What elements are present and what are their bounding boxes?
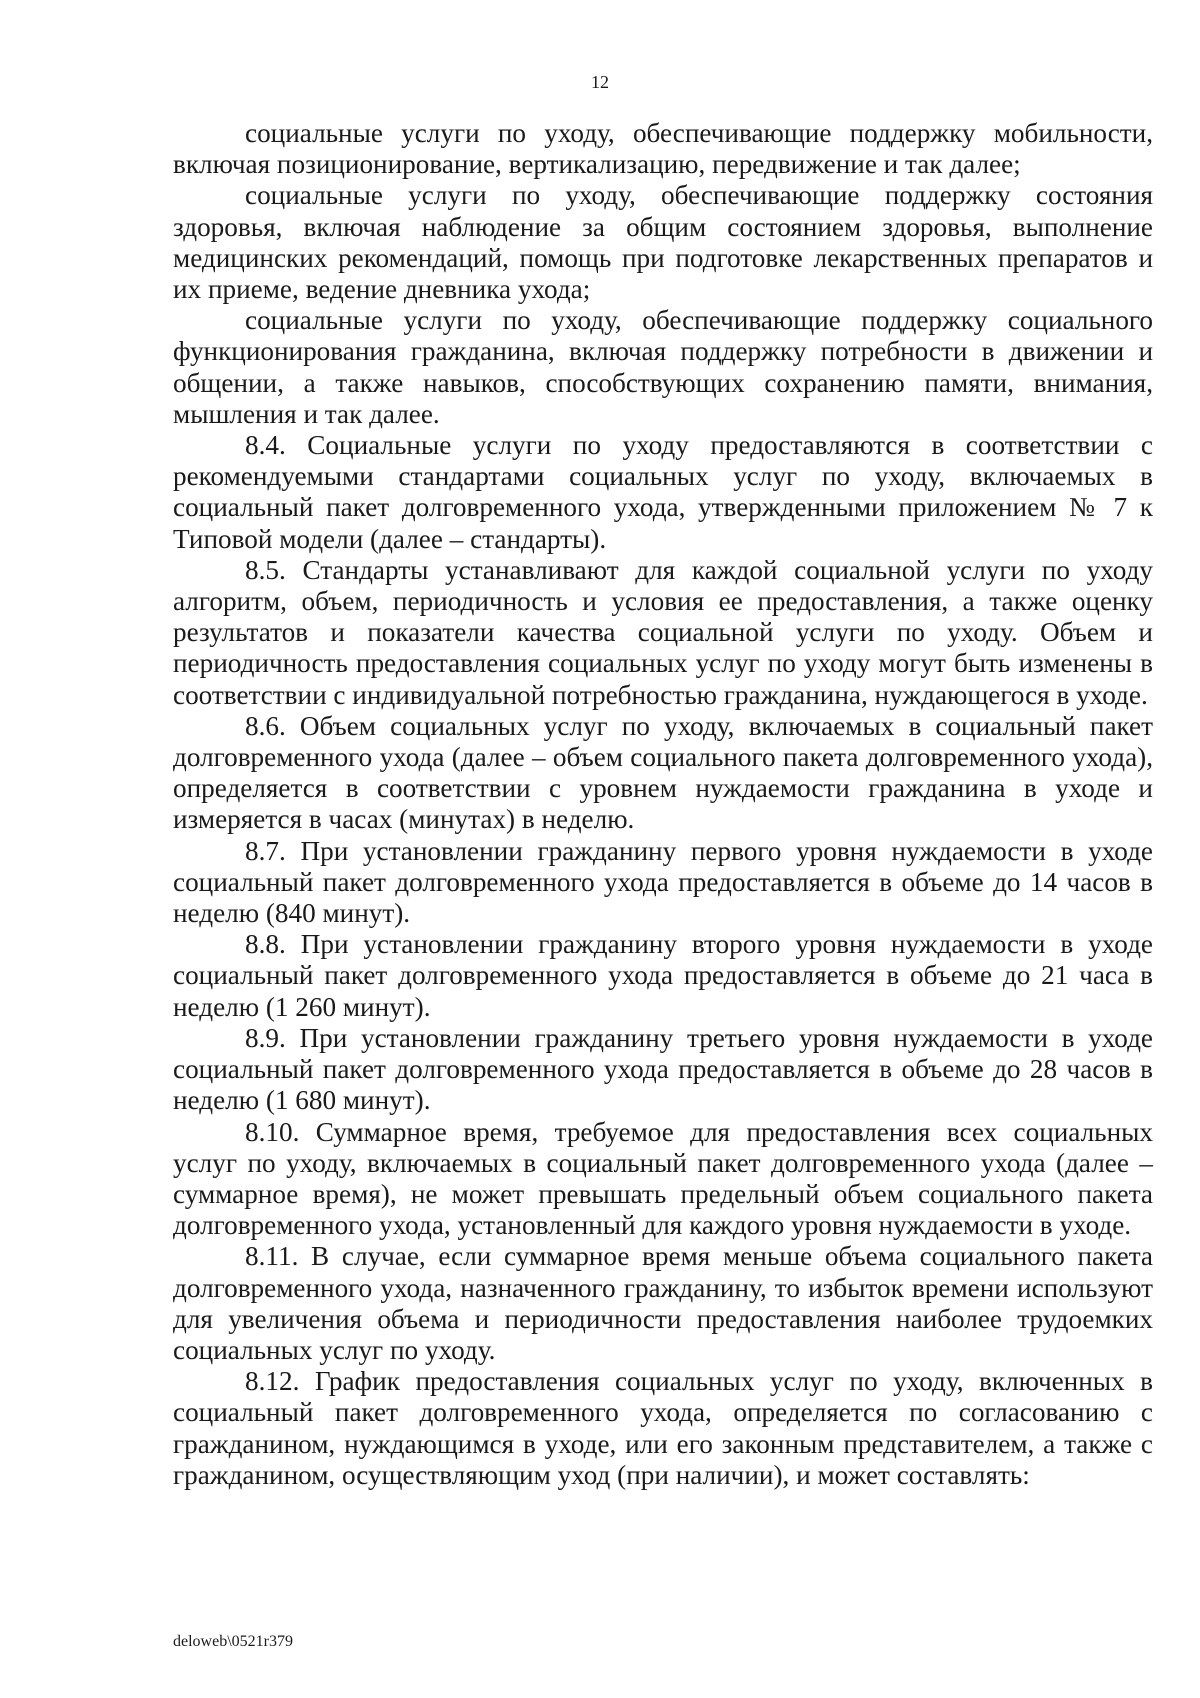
paragraph-8-11: 8.11. В случае, если суммарное время меньше объема социального пакета долговременного ухода, назначенного гражданину, то избыток времени используют для увеличения объема и периодичности предоставления наиболее трудоемких социальных услуг по уходу. [173, 1241, 1153, 1365]
paragraph-8-4: 8.4. Социальные услуги по уходу предоставляются в соответствии с рекомендуемыми стандартами социальных услуг по уходу, включаемых в социальный пакет долговременного ухода, утвержденными приложением № 7 к Типовой модели (далее – стандарты). [173, 430, 1153, 554]
paragraph-mobility-services: социальные услуги по уходу, обеспечивающие поддержку мобильности, включая позиционирование, вертикализацию, передвижение и так далее; [173, 118, 1153, 180]
paragraph-social-functioning-services: социальные услуги по уходу, обеспечивающие поддержку социального функционирования гражданина, включая поддержку потребности в движении и общении, а также навыков, способствующих сохранению памяти, внимания, мышления и так далее. [173, 305, 1153, 429]
paragraph-8-6: 8.6. Объем социальных услуг по уходу, включаемых в социальный пакет долговременного ухода (далее – объем социального пакета долговременного ухода), определяется в соответствии с уровнем нуждаемости гражданина в уходе и измеряется в часах (минутах) в неделю. [173, 710, 1153, 835]
document-footer-code: deloweb\0521r379 [173, 1633, 293, 1650]
paragraph-8-8: 8.8. При установлении гражданину второго уровня нуждаемости в уходе социальный пакет долговременного ухода предоставляется в объеме до 21 часа в неделю (1 260 минут). [173, 929, 1153, 1022]
paragraph-8-7: 8.7. При установлении гражданину первого уровня нуждаемости в уходе социальный пакет долговременного ухода предоставляется в объеме до 14 часов в неделю (840 минут). [173, 835, 1153, 929]
document-body [173, 118, 1153, 1491]
paragraph-health-services: социальные услуги по уходу, обеспечивающие поддержку состояния здоровья, включая наблюдение за общим состоянием здоровья, выполнение медицинских рекомендаций, помощь при подготовке лекарственных препаратов и их приеме, ведение дневника ухода; [173, 180, 1153, 305]
page-number: 12 [591, 72, 609, 92]
paragraph-8-10: 8.10. Суммарное время, требуемое для предоставления всех социальных услуг по уходу, включаемых в социальный пакет долговременного ухода (далее – суммарное время), не может превышать предельный объем социального пакета долговременного ухода, установленный для каждого уровня нуждаемости в уходе. [173, 1116, 1153, 1241]
paragraph-8-12: 8.12. График предоставления социальных услуг по уходу, включенных в социальный пакет долговременного ухода, определяется по согласованию с гражданином, нуждающимся в уходе, или его законным представителем, а также с гражданином, осуществляющим уход (при наличии), и может составлять: [173, 1366, 1153, 1490]
paragraph-8-9: 8.9. При установлении гражданину третьего уровня нуждаемости в уходе социальный пакет долговременного ухода предоставляется в объеме до 28 часов в неделю (1 680 минут). [173, 1022, 1153, 1116]
paragraph-8-5: 8.5. Стандарты устанавливают для каждой социальной услуги по уходу алгоритм, объем, периодичность и условия ее предоставления, а также оценку результатов и показатели качества социальной услуги по уходу. Объем и периодичность предоставления социальных услуг по уходу могут быть изменены в соответствии с индивидуальной потребностью гражданина, нуждающегося в уходе. [173, 554, 1153, 710]
